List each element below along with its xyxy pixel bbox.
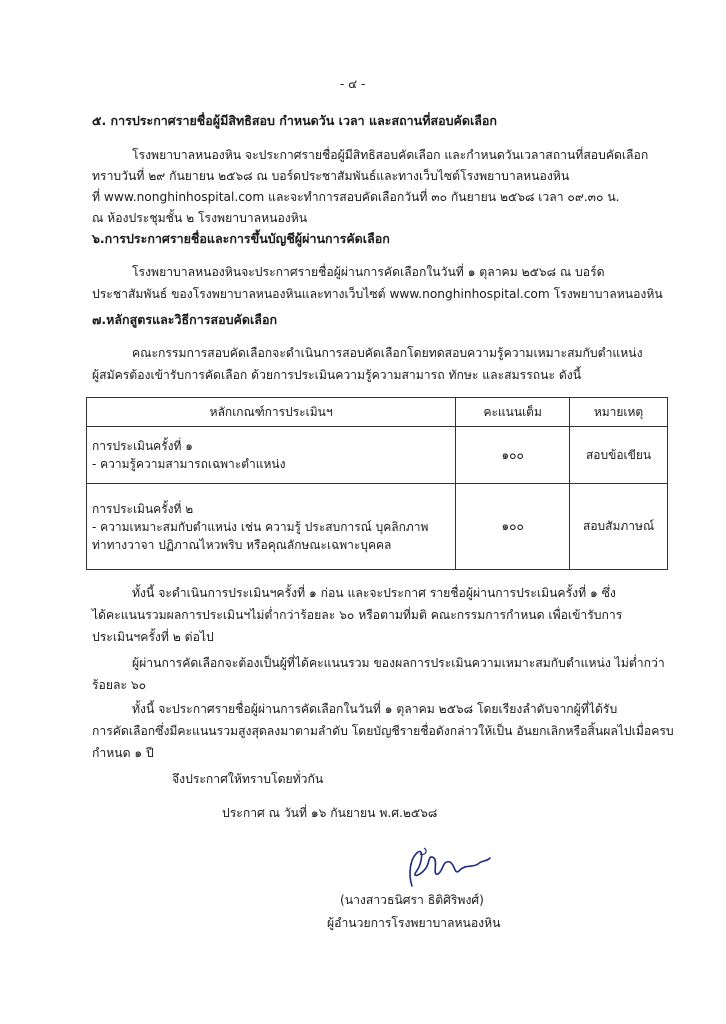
para3-line-1: ทั้งนี้ จะประกาศรายชื่อผู้ผ่านการคัดเลือกในวันที่ ๑ ตุลาคม ๒๕๖๘ โดยเรียงลำดับจากผู้ที่ได้รับ [132,702,618,716]
criteria-detail: - ความรู้ความสามารถเฉพาะตำแหน่ง [92,457,286,471]
note-cell: สอบข้อเขียน [570,427,668,484]
para1-line-2: ได้คะแนนรวมผลการประเมินฯไม่ต่ำกว่าร้อยละ ๖๐ หรือตามที่มติ คณะกรรมการกำหนด เพื่อเข้ารับการ [92,608,623,622]
page-number: - ๔ - [340,77,366,91]
section7-line-1: คณะกรรมการสอบคัดเลือกจะดำเนินการสอบคัดเลือกโดยทดสอบความรู้ความเหมาะสมกับตำแหน่ง [132,346,643,360]
section5-line-4: ณ ห้องประชุมชั้น ๒ โรงพยาบาลหนองหิน [92,211,308,225]
note-cell: สอบสัมภาษณ์ [570,484,668,570]
section7-line-2: ผู้สมัครต้องเข้ารับการคัดเลือก ด้วยการประเมินความรู้ความสามารถ ทักษะ และสมรรถนะ ดังนี้ [92,368,582,382]
section5-heading: ๕. การประกาศรายชื่อผู้มีสิทธิสอบ กำหนดวัน เวลา และสถานที่สอบคัดเลือก [92,113,497,128]
header-note: หมายเหตุ [570,398,668,427]
signature-image [398,846,494,890]
criteria-cell [87,484,456,570]
criteria-cell [87,427,456,484]
section6-heading: ๖.การประกาศรายชื่อและการขึ้นบัญชีผู้ผ่านการคัดเลือก [92,231,390,246]
criteria-table [86,397,668,570]
section5-line-2: ทราบวันที่ ๒๙ กันยายน ๒๕๖๘ ณ บอร์ดประชาสัมพันธ์และทางเว็บไซต์โรงพยาบาลหนองหิน [92,169,570,183]
table-header-row [87,398,668,427]
announce-date: ประกาศ ณ วันที่ ๑๖ กันยายน พ.ศ.๒๕๖๘ [222,806,438,820]
para3-line-3: กำหนด ๑ ปี [92,746,154,760]
section6-line-2: ประชาสัมพันธ์ ของโรงพยาบาลหนองหินและทางเว็บไซต์ www.nonghinhospital.com โรงพยาบาลหนองหิน [92,287,663,301]
criteria-detail-cont: ท่าทางวาจา ปฏิภาณไหวพริบ หรือคุณลักษณะเฉพาะบุคคล [92,537,392,552]
section5-line-3: ที่ www.nonghinhospital.com และจะทำการสอบคัดเลือกวันที่ ๓๐ กันยายน ๒๕๖๘ เวลา ๐๙.๓๐ น. [92,190,620,204]
para1-line-3: ประเมินฯครั้งที่ ๒ ต่อไป [92,630,214,644]
para2-line-1: ผู้ผ่านการคัดเลือกจะต้องเป็นผู้ที่ได้คะแนนรวม ของผลการประเมินความเหมาะสมกับตำแหน่ง ไม่ต่ำกว่า [132,656,665,670]
criteria-detail: - ความเหมาะสมกับตำแหน่ง เช่น ความรู้ ประสบการณ์ บุคลิกภาพ [92,519,429,534]
score-cell: ๑๐๐ [456,484,570,570]
criteria-title: การประเมินครั้งที่ ๒ [92,501,194,516]
table-row [87,427,668,484]
signer-title: ผู้อำนวยการโรงพยาบาลหนองหิน [327,916,501,930]
closing-text: จึงประกาศให้ทราบโดยทั่วกัน [172,772,324,786]
section5-line-1: โรงพยาบาลหนองหิน จะประกาศรายชื่อผู้มีสิทธิสอบคัดเลือก และกำหนดวันเวลาสถานที่สอบคัดเลือก [132,148,649,162]
para1-line-1: ทั้งนี้ จะดำเนินการประเมินฯครั้งที่ ๑ ก่อน และจะประกาศ รายชื่อผู้ผ่านการประเมินครั้งที่ ๑ ซึ่ง [132,586,616,600]
header-criteria: หลักเกณฑ์การประเมินฯ [87,398,456,427]
score-cell: ๑๐๐ [456,427,570,484]
criteria-title: การประเมินครั้งที่ ๑ [92,439,193,453]
signer-name: (นางสาวธนิศรา ธิติศิริพงศ์) [340,893,484,907]
section7-heading: ๗.หลักสูตรและวิธีการสอบคัดเลือก [92,312,278,327]
para3-line-2: การคัดเลือกซึ่งมีคะแนนรวมสูงสุดลงมาตามลำดับ โดยบัญชีรายชื่อดังกล่าวให้เป็น อันยกเลิกหรือสิ้นผลไปเมื่อครบ [92,724,674,738]
table-row [87,484,668,570]
header-score: คะแนนเต็ม [456,398,570,427]
para2-line-2: ร้อยละ ๖๐ [92,678,147,692]
section6-line-1: โรงพยาบาลหนองหินจะประกาศรายชื่อผู้ผ่านการคัดเลือกในวันที่ ๑ ตุลาคม ๒๕๖๘ ณ บอร์ด [132,265,605,279]
